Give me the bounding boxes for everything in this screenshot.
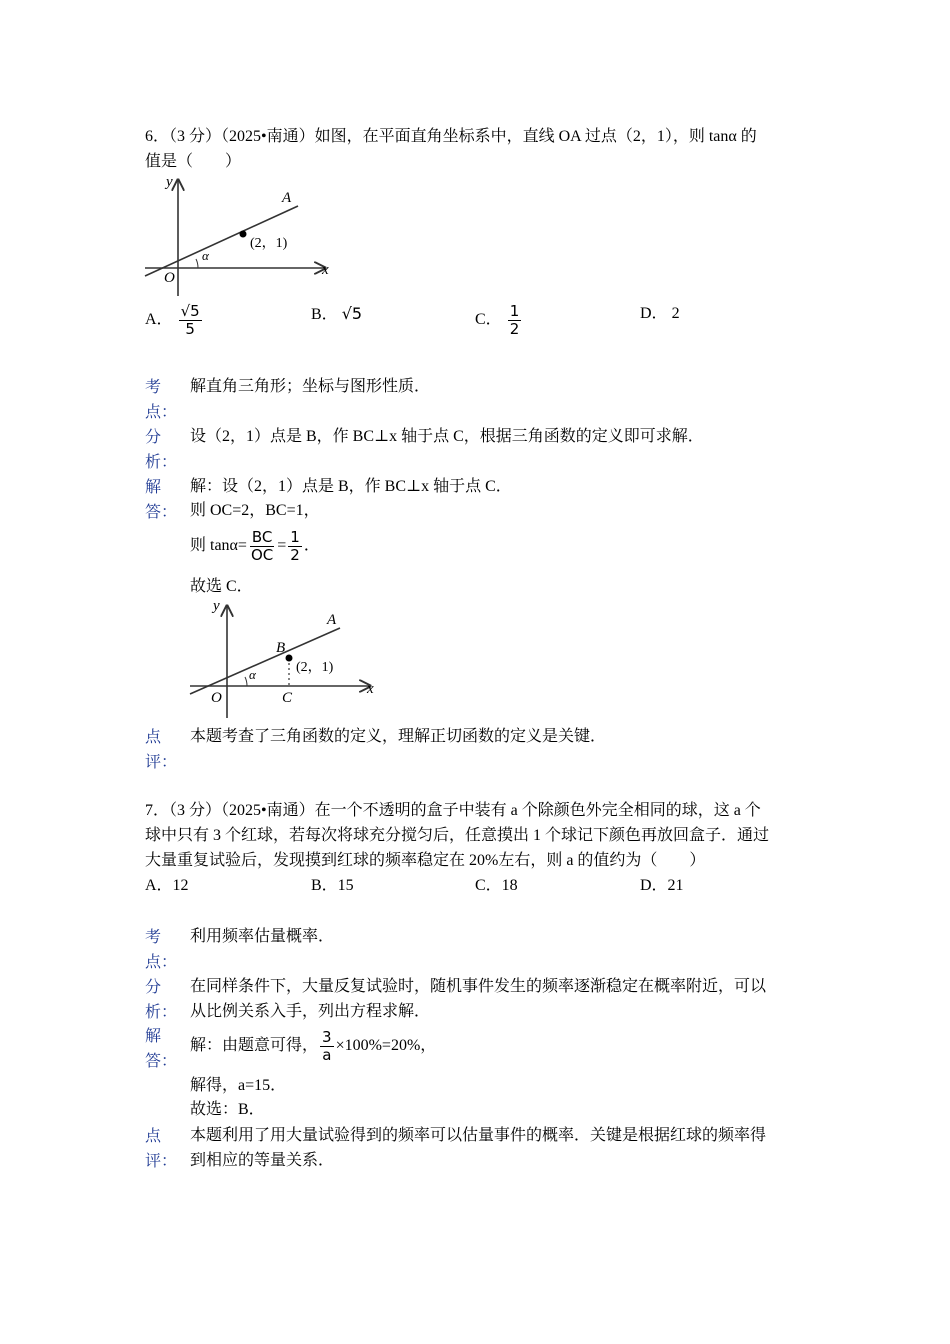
q6-option-c-fraction [508,303,522,338]
q6-jieda-eq: = [277,537,287,554]
q7-fenxi-label [145,975,178,1025]
q6-stem-line1: 6．（3 分）（2025•南通）如图，在平面直角坐标系中，直线 OA 过点（2，1），则 tanα 的 [145,128,757,145]
q6-jieda-frac2-den: 2 [290,545,300,564]
q6-option-b [311,303,362,326]
q7-jieda-frac-den: a [322,1045,332,1064]
q7-dianping-label1: 点 [145,1128,162,1145]
q6-option-d-value: 2 [671,305,680,322]
q7-jieda-line1 [190,1028,436,1064]
q6-graph2-point-label: (2，1) [296,660,334,675]
q6-jieda-frac1-den: OC [250,545,274,564]
q6-graph [140,170,340,298]
q6-jieda-line4: 故选 C． [190,578,253,595]
q6-dianping-label [145,725,178,775]
q7-jieda-frac [320,1029,334,1064]
q6-kaodian-label2: 点： [145,404,178,421]
q7-jieda-line1-prefix: 解：由题意可得， [190,1037,319,1054]
q6-graph2-a-label: A [327,612,337,628]
q7-stem-line3: 大量重复试验后，发现摸到红球的频率稳定在 20%左右，则 a 的值约为（ ） [145,852,706,869]
q6-graph-y-label: y [166,174,173,190]
q6-option-d-label: D． [640,305,668,322]
q7-stem-line2: 球中只有 3 个红球，若每次将球充分搅匀后，任意摸出 1 个球记下颜色再放回盒子．通过 [145,827,770,844]
q6-option-a-num: √5 [180,302,200,320]
q6-jieda-line3 [190,528,320,564]
q7-fenxi-label2: 析： [145,1004,178,1021]
q6-dianping-label2: 评： [145,754,178,771]
q7-jieda-label1: 解 [145,1028,162,1045]
q6-option-c-den: 2 [509,320,520,338]
q7-option-a: A．12 [145,877,189,894]
q6-kaodian-label1: 考 [145,379,162,396]
q6-stem-line2: 值是（ ） [145,153,242,170]
q7-jieda-line2: 解得，a=15． [190,1077,287,1094]
q6-dianping-label1: 点 [145,729,162,746]
q7-stem-line1: 7．（3 分）（2025•南通）在一个不透明的盒子中装有 a 个除颜色外完全相同的球，这 a 个 [145,802,761,819]
q6-option-c-label: C． [475,311,502,329]
q6-graph-point-label: (2，1) [250,236,288,251]
q6-option-a-fraction [179,303,202,338]
q7-jieda-line3: 故选：B． [190,1101,265,1118]
q6-jieda-line3-prefix: 则 tanα= [190,537,247,554]
q6-jieda-line2: 则 OC=2，BC=1， [190,502,320,519]
q6-jieda-frac1-num: BC [251,527,273,546]
q7-dianping-line1: 本题利用了用大量试验得到的频率可以估量事件的概率．关键是根据红球的频率得 [190,1127,767,1144]
q7-option-b: B．15 [311,877,354,894]
q7-dianping-line2: 到相应的等量关系． [190,1152,335,1169]
q6-option-b-value: √5 [341,304,363,323]
q6-graph-x-label: x [322,262,329,278]
q6-kaodian-text: 解直角三角形；坐标与图形性质． [190,378,431,395]
q7-option-d: D．21 [640,877,684,894]
q6-option-a [145,303,204,338]
q7-option-c: C．18 [475,877,518,894]
q6-fenxi-label2: 析： [145,454,178,471]
q7-fenxi-line1: 在同样条件下，大量反复试验时，随机事件发生的频率逐渐稳定在概率附近，可以 [190,978,767,995]
q7-kaodian-text: 利用频率估量概率． [190,928,335,945]
q7-fenxi-line2: 从比例关系入手，列出方程求解． [190,1003,431,1020]
q6-option-c [475,303,523,338]
q6-graph-o-label: O [164,270,175,286]
q6-fenxi-text: 设（2，1）点是 B，作 BC⊥x 轴于点 C，根据三角函数的定义即可求解． [190,428,704,445]
q7-kaodian-label1: 考 [145,929,162,946]
q6-jieda-label2: 答： [145,504,178,521]
q6-dianping-text: 本题考查了三角函数的定义，理解正切函数的定义是关键． [190,728,607,745]
q7-jieda-label [145,1024,178,1074]
q7-dianping-label [145,1124,178,1174]
q6-graph2-y-label: y [213,598,220,614]
q6-graph2-o-label: O [211,690,222,706]
q6-jieda-frac2-num: 1 [290,527,300,546]
q6-option-a-label: A． [145,311,173,329]
q6-solution-graph [185,594,385,720]
q6-jieda-line3-suffix: ． [303,537,320,554]
q7-jieda-line1-suffix: ×100%=20%， [335,1037,437,1054]
q6-option-b-label: B． [311,306,338,323]
q6-graph2-b-label: B [276,640,286,656]
q7-kaodian-label2: 点： [145,954,178,971]
q6-graph2-alpha-label: α [249,667,256,682]
q6-kaodian-label [145,375,178,425]
q6-graph2-x-label: x [367,681,374,697]
q6-graph-a-label: A [282,190,292,206]
q7-dianping-label2: 评： [145,1153,178,1170]
q6-option-d [640,303,680,325]
q6-jieda-label1: 解 [145,479,162,496]
q7-jieda-label2: 答： [145,1053,178,1070]
q7-kaodian-label [145,925,178,975]
q6-option-c-num: 1 [509,302,520,320]
q6-fenxi-label [145,425,178,475]
q6-graph-alpha-label: α [202,248,209,263]
q6-jieda-frac1 [249,529,275,564]
q6-jieda-label [145,475,178,525]
q7-jieda-frac-num: 3 [322,1027,332,1046]
q7-fenxi-label1: 分 [145,979,162,996]
q6-fenxi-label1: 分 [145,429,162,446]
q6-option-a-den: 5 [185,320,195,338]
q6-jieda-frac2 [288,529,302,564]
q6-graph2-c-label: C [282,690,293,706]
q6-jieda-line1: 解：设（2，1）点是 B，作 BC⊥x 轴于点 C． [190,478,512,495]
